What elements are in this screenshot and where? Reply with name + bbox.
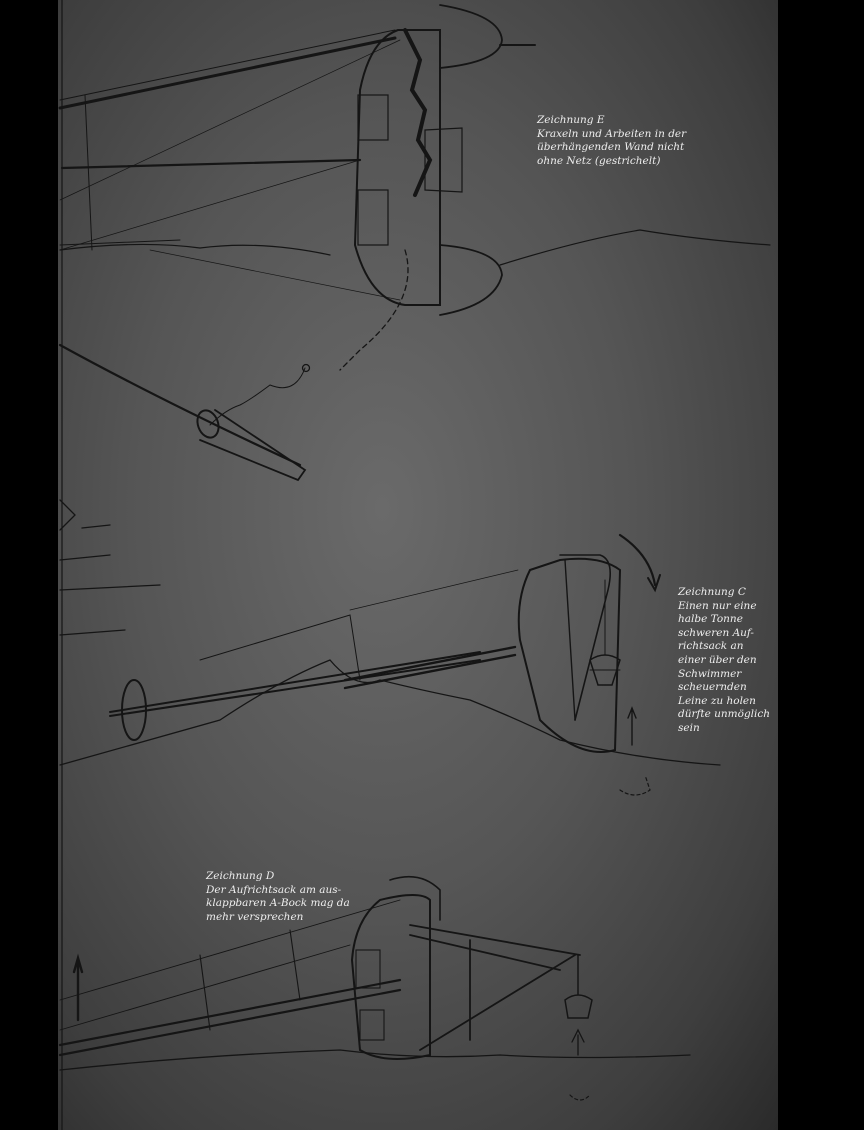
caption-line: sein [678,721,700,734]
caption-line: einer über den [678,653,757,666]
caption-line: Zeichnung C [678,586,746,598]
d-hanging-sack [565,955,592,1018]
caption-zeichnung-e [537,114,686,168]
caption-line: mehr versprechen [206,910,304,923]
caption-zeichnung-c [678,586,770,736]
drawing-c [60,535,720,795]
caption-line: halbe Tonne [678,613,743,626]
caption-line: Schwimmer [678,667,742,680]
caption-line: Zeichnung D [206,870,275,882]
e-boom [62,160,360,168]
caption-line: Zeichnung E [537,114,605,126]
caption-zeichnung-d [206,870,350,924]
caption-line: Kraxeln und Arbeiten in der [537,127,687,140]
drawing-d [60,877,690,1100]
caption-line: überhängenden Wand nicht [537,141,685,153]
e-net-dashed [340,250,408,370]
caption-line: richtsack an [678,640,744,653]
caption-line: Leine zu holen [678,694,756,707]
e-mast [60,38,395,108]
c-rotation-arrow [620,535,655,585]
caption-line: dürfte unmöglich [678,708,771,721]
caption-line: schweren Auf- [678,626,754,639]
caption-line: Der Aufrichtsack am aus- [206,883,342,896]
drawing-e [60,5,770,480]
d-hull [352,895,430,1059]
caption-line: ohne Netz (gestrichelt) [537,154,661,167]
caption-line: Einen nur eine [678,599,757,612]
caption-line: klappbaren A-Bock mag da [206,897,350,909]
caption-line: scheuernden [678,681,747,694]
d-a-frame [410,925,580,1050]
e-climber [405,30,430,195]
